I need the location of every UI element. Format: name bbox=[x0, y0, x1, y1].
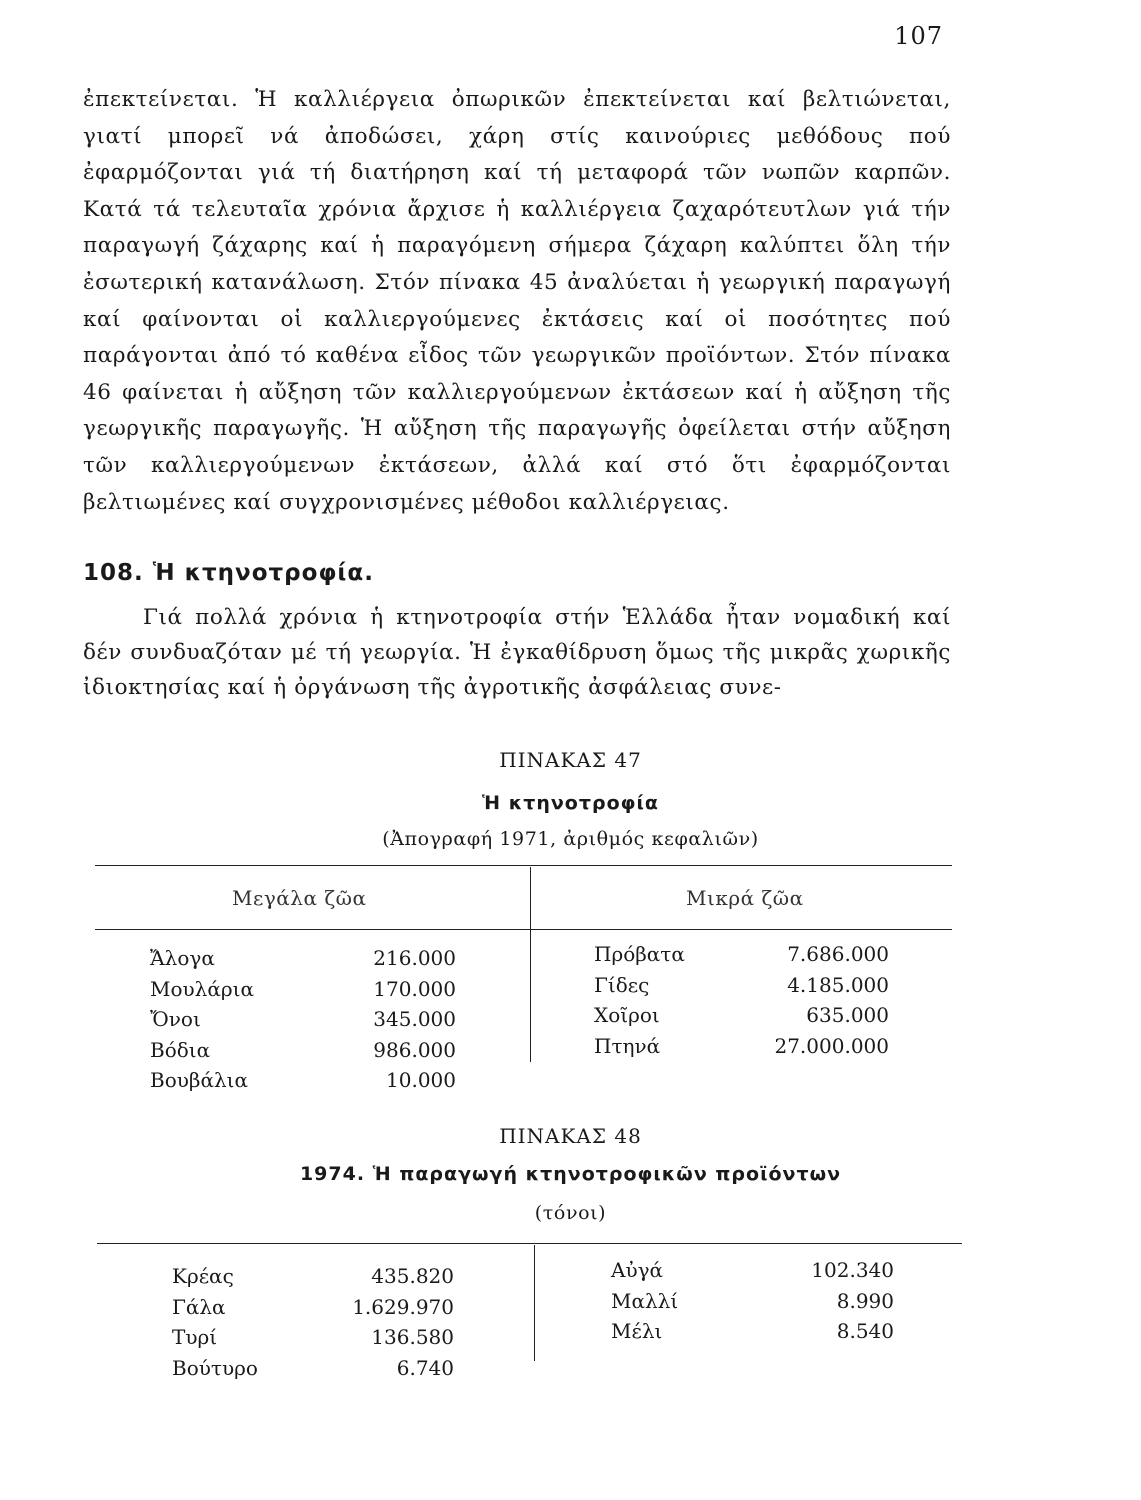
section-paragraph: Γιά πολλά χρόνια ἡ κτηνοτροφία στήν Ἑλλάδα ἦταν νομαδική καί δέν συνδυαζόταν μέ τή γεωργία. Ἡ ἐγκαθίδρυση ὅμως τῆς μικρᾶς χωρικῆς ἰδιοκτησίας καί ἡ ὀργάνωση τῆς ἀγροτικῆς ἀσφάλειας συνε- bbox=[83, 605, 951, 700]
table-47-small-header: Μικρά ζῶα bbox=[686, 886, 804, 910]
table-47-top-rule bbox=[95, 865, 952, 866]
table-row bbox=[150, 977, 456, 1008]
page-number: 107 bbox=[894, 22, 943, 50]
row-value: 8.540 bbox=[836, 1319, 894, 1343]
table-48-right-list bbox=[611, 1258, 894, 1350]
row-value: 10.000 bbox=[386, 1068, 456, 1092]
table-47-body-divider bbox=[530, 930, 531, 1062]
row-value: 435.820 bbox=[371, 1264, 454, 1288]
row-label: Μαλλί bbox=[611, 1288, 679, 1313]
row-label: Χοῖροι bbox=[594, 1003, 660, 1027]
row-value: 345.000 bbox=[373, 1007, 456, 1031]
table-48-label: ΠΙΝΑΚΑΣ 48 bbox=[499, 1124, 642, 1148]
table-48-top-rule bbox=[97, 1243, 962, 1244]
table-row bbox=[150, 946, 456, 977]
table-47-small-list bbox=[594, 942, 889, 1064]
table-47-title: Ἡ κτηνοτροφία bbox=[482, 792, 659, 814]
table-row bbox=[172, 1295, 454, 1326]
row-label: Πρόβατα bbox=[594, 942, 685, 966]
table-48-title: 1974. Ἡ παραγωγή κτηνοτροφικῶν προϊόντων bbox=[299, 1163, 842, 1185]
row-value: 136.580 bbox=[371, 1325, 454, 1349]
table-row bbox=[611, 1319, 894, 1350]
body-paragraph: ἐπεκτείνεται. Ἡ καλλιέργεια ὀπωρικῶν ἐπεκτείνεται καί βελτιώνεται, γιατί μπορεῖ νά ἀποδώσει, χάρη στίς καινούριες μεθόδους πού ἐφαρμόζονται γιά τή διατήρηση καί τή μεταφορά τῶν νωπῶν καρπῶν. Κατά τά τελευταῖα χρόνια ἄρχισε ἡ καλλιέργεια ζαχαρότευτλων γιά τήν παραγωγή ζάχαρης καί ἡ παραγόμενη σήμερα ζάχαρη καλύπτει ὅλη τήν ἐσωτερική κατανάλωση. Στόν πίνακα 45 ἀναλύεται ἡ γεωργική παραγωγή καί φαίνονται οἱ καλλιεργούμενες ἐκτάσεις καί οἱ ποσότητες πού παράγονται ἀπό τό καθένα εἶδος τῶν γεωργικῶν προϊόντων. Στόν πίνακα 46 φαίνεται ἡ αὔξηση τῶν καλλιεργούμενων ἐκτάσεων καί ἡ αὔξηση τῆς γεωργικῆς παραγωγῆς. Ἡ αὔξηση τῆς παραγωγῆς ὀφείλεται στήν αὔξηση τῶν καλλιεργούμενων ἐκτάσεων, ἀλλά καί στό ὅτι ἐφαρμόζονται βελτιωμένες καί συγχρονισμένες μέθοδοι καλλιέργειας. bbox=[83, 87, 951, 515]
row-value: 170.000 bbox=[373, 976, 456, 1001]
row-label: Ἄλογα bbox=[150, 946, 215, 970]
row-value: 1.629.970 bbox=[352, 1294, 454, 1319]
table-row bbox=[172, 1325, 454, 1356]
section-heading: 108. Ἡ κτηνοτροφία. bbox=[83, 560, 374, 586]
row-value: 7.686.000 bbox=[787, 942, 889, 966]
table-row bbox=[150, 1038, 456, 1069]
table-row bbox=[172, 1264, 454, 1295]
row-label: Βουβάλια bbox=[150, 1068, 248, 1092]
table-47-header-divider bbox=[530, 867, 531, 929]
row-value: 27.000.000 bbox=[774, 1033, 889, 1058]
row-value: 635.000 bbox=[806, 1003, 889, 1027]
table-47-label: ΠΙΝΑΚΑΣ 47 bbox=[499, 748, 642, 772]
row-label: Γίδες bbox=[594, 972, 650, 997]
table-48-left-list bbox=[172, 1264, 454, 1386]
row-label: Πτηνά bbox=[594, 1033, 661, 1058]
row-value: 102.340 bbox=[811, 1258, 894, 1282]
table-row bbox=[150, 1007, 456, 1038]
row-label: Αὐγά bbox=[611, 1258, 664, 1282]
table-47-header-rule bbox=[95, 929, 952, 930]
table-row bbox=[594, 973, 889, 1004]
table-47-large-list bbox=[150, 946, 456, 1099]
row-label: Βούτυρο bbox=[172, 1355, 258, 1380]
row-label: Μέλι bbox=[611, 1319, 663, 1343]
row-label: Μουλάρια bbox=[150, 976, 254, 1001]
row-label: Τυρί bbox=[172, 1325, 218, 1349]
table-row bbox=[594, 1003, 889, 1034]
row-label: Γάλα bbox=[172, 1294, 226, 1319]
row-value: 986.000 bbox=[373, 1037, 456, 1062]
row-label: Ὄνοι bbox=[150, 1007, 201, 1031]
table-48-divider bbox=[534, 1245, 535, 1361]
row-label: Βόδια bbox=[150, 1037, 211, 1062]
table-row bbox=[594, 1034, 889, 1065]
table-row bbox=[594, 942, 889, 973]
table-47-subtitle: (Ἀπογραφή 1971, ἀριθμός κεφαλιῶν) bbox=[382, 828, 759, 850]
row-label: Κρέας bbox=[172, 1264, 234, 1288]
table-48-subtitle: (τόνοι) bbox=[534, 1202, 607, 1224]
table-row bbox=[172, 1356, 454, 1387]
row-value: 6.740 bbox=[396, 1355, 454, 1380]
table-row bbox=[150, 1068, 456, 1099]
row-value: 4.185.000 bbox=[787, 972, 889, 997]
row-value: 216.000 bbox=[373, 946, 456, 970]
table-row bbox=[611, 1289, 894, 1320]
table-47-large-header: Μεγάλα ζῶα bbox=[232, 886, 367, 910]
row-value: 8.990 bbox=[836, 1288, 894, 1313]
table-row bbox=[611, 1258, 894, 1289]
